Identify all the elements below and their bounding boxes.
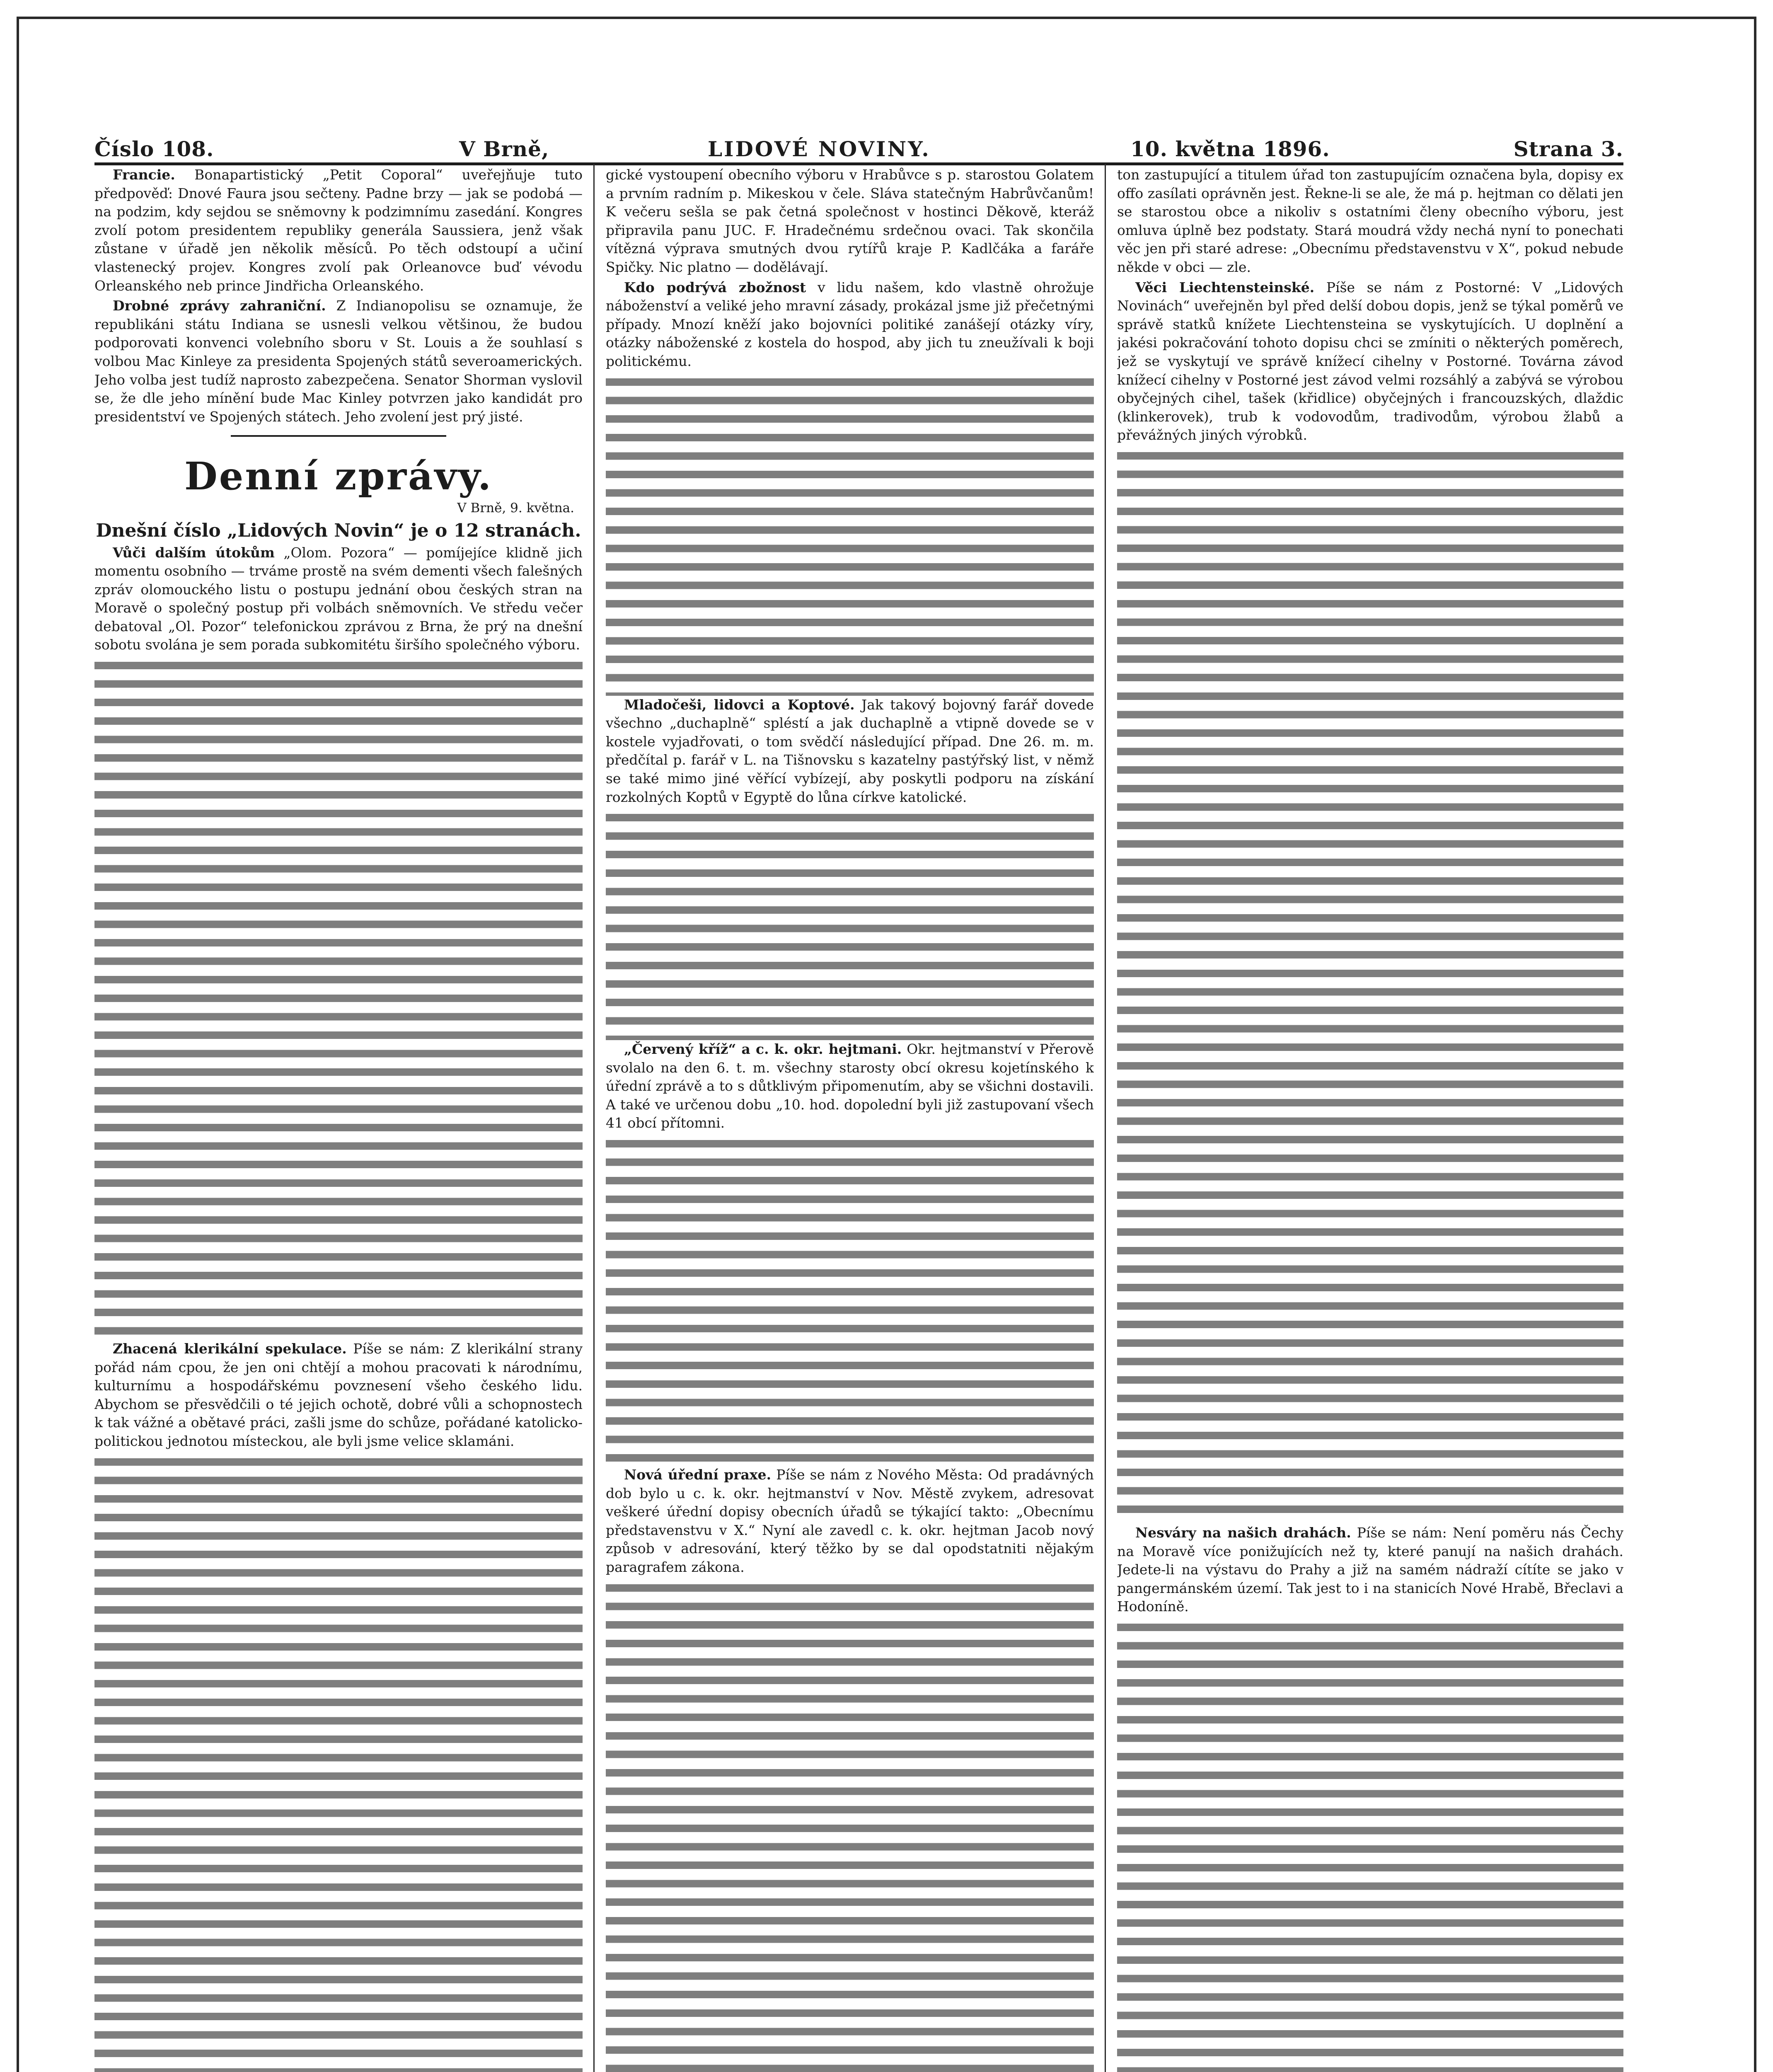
article-heading: Nová úřední praxe. xyxy=(624,1467,772,1483)
separator-rule xyxy=(231,435,446,437)
column-2 xyxy=(606,166,1094,2072)
article-liechtenstein xyxy=(1117,278,1623,445)
article-body: Okr. hejtmanství v Přerově svolalo na den 6. t. m. všechny starosty obcí okresu kojetínského k úřední zprávě a to s důtklivým připomenutím, aby se všichni dostavili. A také ve určenou dobu „10. hod. dopolední byli již zastupovaní všech 41 obcí přítomni. xyxy=(606,1041,1094,1131)
column-rule-2 xyxy=(1105,164,1106,2072)
article-continuation: ton zastupující a titulem úřad ton zastupujícím označena byla, dopisy ex offo zasílati oprávněn jest. Řekne-li se ale, že má p. hejtman co dělati jen se starostou obce a nikoliv s ostatními členy obecního výboru, jest omluva úplně bez podstaty. Stará moudrá vždy nechá nyní to ponechati věc jen při staré adrese: „Obecnímu představenstvu v X“, pokud nebude někde v obci — zle. xyxy=(1117,167,1623,275)
text-continuation xyxy=(94,656,583,1340)
article-body: Z Indianopolisu se oznamuje, že republikáni státu Indiana se usnesli velkou většinou, že budou podporovati konvenci volebního sboru v St. Louis a že souhlasí s volbou Mac Kinleye za presidenta Spojených států severoamerických. Jeho volba jest tudíž naprosto zabezpečena. Senator Shorman vyslovil se, že dle jeho mínění bude Mac Kinley potvrzen jako kandidát pro presidentství ve Spojených státech. Jeho zvolení jest prý jisté. xyxy=(94,298,583,425)
article-piety xyxy=(606,278,1094,371)
text-continuation xyxy=(606,1134,1094,1466)
column-rule-1 xyxy=(593,164,595,2072)
article-heading: Nesváry na našich drahách. xyxy=(1135,1524,1351,1541)
article-body: Píše se nám z Postorné: V „Lidových Novinách“ uveřejněn byl před delší dobou dopis, jenž se týkal poměrů ve správě statků knížete Liechtensteina se vyskytujících. U doplnění a jakési pokračování tohoto dopisu chci se zmíniti o některých poměrech, jež se vyskytují ve správě knížecí cihelny v Postorné. Továrna závod knížecí cihelny v Postorné jest závod velmi rozsáhlý a zabývá se výrobou obyčejných cihel, tašek (křidlice) obyčejných i francouzských, dlaždic (klinkerovek), trub k vodovodům, tradivodům, výrobou žlabů a převážných jiných výrobků. xyxy=(1117,279,1623,443)
article-clerical xyxy=(94,1340,583,1451)
article-heading: „Červený kříž“ a c. k. okr. hejtmani. xyxy=(624,1041,902,1058)
issue-notice: Dnešní číslo „Lidových Novin“ je o 12 stranách. xyxy=(96,520,581,541)
article-heading: Zhacená klerikální spekulace. xyxy=(113,1341,347,1357)
article-body: Jak takový bojovný farář dovede všechno „duchaplně“ spléstí a jak duchaplně a vtipně dovede se v kostele vyjadřovati, o tom svědčí následující případ. Dne 26. m. m. předčítal p. farář v L. na Tišnovsku s kazatelny pastýřský list, v němž se také mimo jiné věřící vybízejí, aby poskytli podporu na získání rozkolných Koptů v Egyptě do lůna církve katolické. xyxy=(606,696,1094,805)
masthead-line xyxy=(94,137,1623,161)
article-body: Píše se nám: Není poměru nás Čechy na Moravě více ponižujících než ty, které panují na našich drahách. Jedete-li na výstavu do Prahy a již na samém nádraží cítíte se jako v pangermánském území. Tak jest to i na stanicích Nové Hrabě, Břeclavi a Hodoníně. xyxy=(1117,1524,1623,1615)
article-body: Píše se nám: Z klerikální strany pořád nám cpou, že jen oni chtějí a mohou pracovati k národnímu, kulturnímu a hospodářskému povznesení všeho českého lidu. Abychom se přesvědčili o té jejich ochotě, dobré vůli a schopnostech k tak vážné a obětavé práci, zašli jsme do schůze, pořádané katolicko-politickou jednotou místeckou, ale byli jsme velice sklamáni. xyxy=(94,1341,583,1450)
text-continuation xyxy=(1117,446,1623,1524)
article-heading: Vůči dalším útokům xyxy=(113,544,275,561)
issue-date: 10. května 1896. xyxy=(1130,137,1330,161)
article-heading: Kdo podrývá zbožnost xyxy=(624,279,806,295)
article-red-cross xyxy=(606,1040,1094,1133)
column-3 xyxy=(1117,166,1623,2072)
text-continuation xyxy=(1117,1618,1623,2072)
newspaper-title: LIDOVÉ NOVINY. xyxy=(708,137,931,161)
city-label: V Brně, xyxy=(459,137,549,161)
article-attacks xyxy=(94,544,583,655)
article-heading: Drobné zprávy zahraniční. xyxy=(113,298,326,314)
text-continuation xyxy=(94,1452,583,2072)
text-continuation xyxy=(606,1578,1094,2072)
text-continuation xyxy=(606,373,1094,696)
issue-number: Číslo 108. xyxy=(94,137,214,161)
article-copts xyxy=(606,696,1094,807)
column-1 xyxy=(94,166,583,2072)
article-foreign-news xyxy=(94,297,583,426)
article-body: „Olom. Pozora“ — pomíjejíce klidně jich momentu osobního — trváme prostě na svém dementi všech falešných zpráv olomouckého listu o postupu jednání obou českých stran na Moravě o společný postup při volbách sněmovních. Ve středu večer debatoval „Ol. Pozor“ telefonickou zprávou z Brna, že prý na dnešní sobotu svolána je sem porada subkomitétu širšího společného výboru. xyxy=(94,544,583,653)
article-continuation: gické vystoupení obecního výboru v Hrabůvce s p. starostou Golatem a prvním radním p. Mikeskou v čele. Sláva statečným Habrůvčanům! K večeru sešla se pak četná společnost v hostinci Děkově, kteráž připravila panu JUC. F. Hradečnému srdečnou ovaci. Tak skončila vítězná výprava smutných dvou rytířů kraje P. Kadlčáka a faráře Spičky. Nic platno — dodělávají. xyxy=(606,167,1094,275)
article-body: Píše se nám z Nového Města: Od pradávných dob bylo u c. k. okr. hejtmanství v Nov. Městě zvykem, adresovat veškeré úřední dopisy obecních úřadů se týkající takto: „Obecnímu představenstvu v X.“ Nyní ale zavedl c. k. okr. hejtman Jacob nový způsob v adresování, který těžko by se dal opodstatniti nějakým paragrafem zákona. xyxy=(606,1467,1094,1576)
article-railways xyxy=(1117,1524,1623,1616)
article-official-practice xyxy=(606,1466,1094,1577)
article-heading: Francie. xyxy=(113,167,175,183)
dateline: V Brně, 9. května. xyxy=(457,501,574,516)
section-title: Denní zprávy. xyxy=(184,454,493,499)
article-heading: Mladočeši, lidovci a Koptové. xyxy=(624,696,855,713)
article-body: Bonapartistický „Petit Coporal“ uveřejňuje tuto předpověď: Dnové Faura jsou sečteny. Padne brzy — jak se podobá — na podzim, kdy sejdou se sněmovny k podzimnímu zasedání. Kongres zvolí potom presidentem republiky generála Saussiera, jenž však zůstane v úřadě jen několik měsíců. Po těch odstoupí a učiní vlastenecký projev. Kongres zvolí pak Orleanovce buď vévodu Orleanského neb prince Jindřicha Orleanského. xyxy=(94,167,583,294)
text-continuation xyxy=(606,808,1094,1040)
article-heading: Věci Liechtensteinské. xyxy=(1135,279,1315,295)
header-rule xyxy=(94,162,1623,165)
article-body: v lidu našem, kdo vlastně ohrožuje náboženství a veliké jeho mravní zásady, prokázal jsme již přečetnými případy. Mnozí kněží jako bojovníci politiké zanášejí otázky víry, otázky náboženské z kostela do hospod, aby jich tu zneužívali k boji politickému. xyxy=(606,279,1094,369)
page-number: Strana 3. xyxy=(1513,137,1623,161)
article-francie xyxy=(94,166,583,295)
